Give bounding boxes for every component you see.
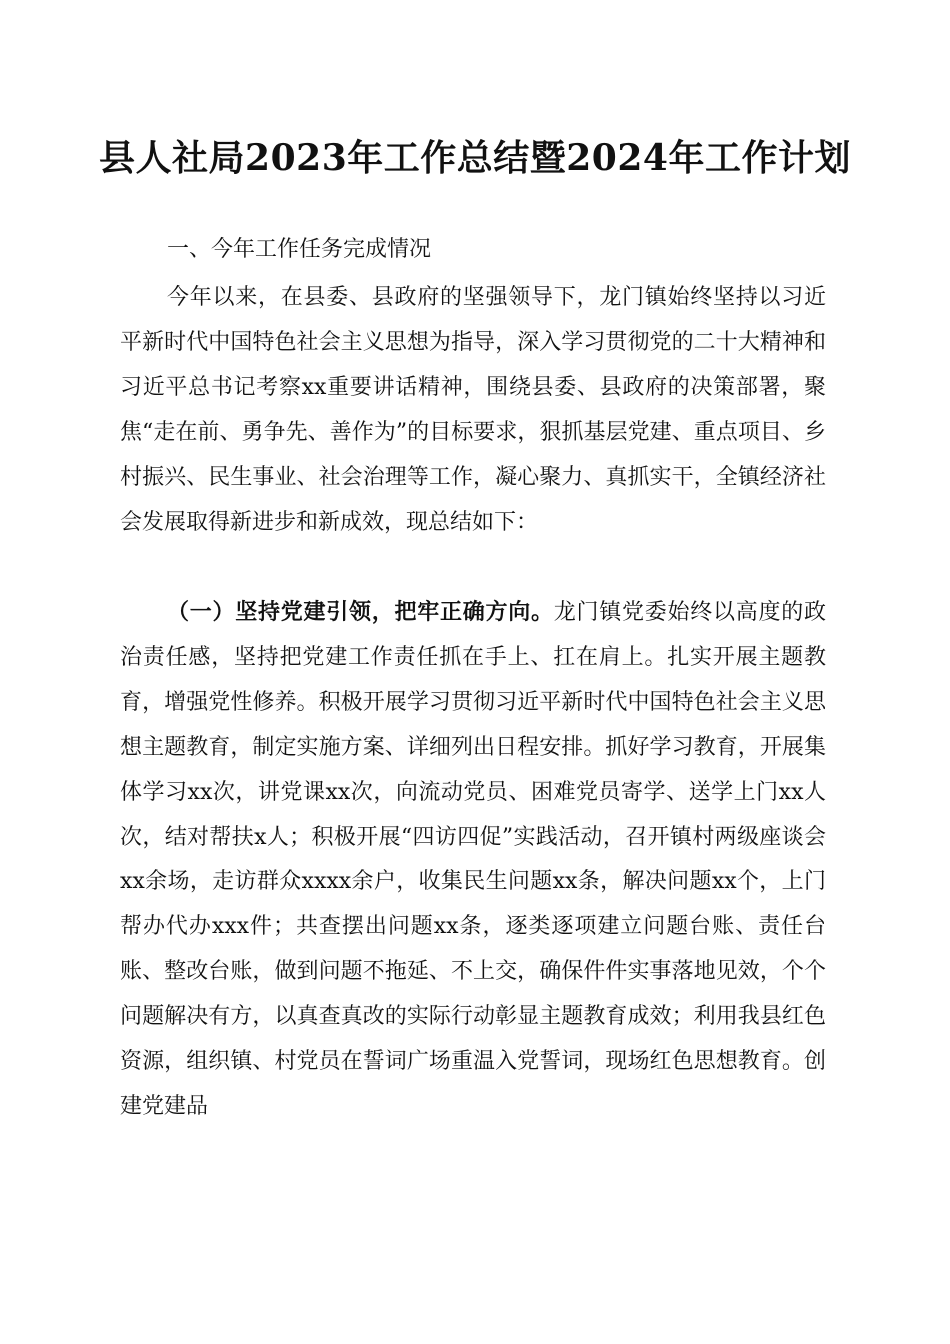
subsection-paragraph (120, 590, 826, 1130)
subsection-lead: （一）坚持党建引领，把牢正确方向。 (167, 599, 554, 625)
intro-paragraph: 今年以来，在县委、县政府的坚强领导下，龙门镇始终坚持以习近平新时代中国特色社会主义思想为指导，深入学习贯彻党的二十大精神和习近平总书记考察xx重要讲话精神，围绕县委、县政府的决策部署，聚焦“走在前、勇争先、善作为”的目标要求，狠抓基层党建、重点项目、乡村振兴、民生事业、社会治理等工作，凝心聚力、真抓实干，全镇经济社会发展取得新进步和新成效，现总结如下： (120, 285, 826, 535)
subsection-body: 龙门镇党委始终以高度的政治责任感，坚持把党建工作责任抓在手上、扛在肩上。扎实开展主题教育，增强党性修养。积极开展学习贯彻习近平新时代中国特色社会主义思想主题教育，制定实施方案、详细列出日程安排。抓好学习教育，开展集体学习xx次，讲党课xx次，向流动党员、困难党员寄学、送学上门xx人次，结对帮扶x人；积极开展“四访四促”实践活动，召开镇村两级座谈会xx余场，走访群众xxxx余户，收集民生问题xx条，解决问题xx个，上门帮办代办xxx件；共查摆出问题xx条，逐类逐项建立问题台账、责任台账、整改台账，做到问题不拖延、不上交，确保件件实事落地见效，个个问题解决有方，以真查真改的实际行动彰显主题教育成效；利用我县红色资源，组织镇、村党员在誓词广场重温入党誓词，现场红色思想教育。创建党建品 (120, 600, 826, 1119)
document-title: 县人社局2023年工作总结暨2024年工作计划 (99, 137, 851, 179)
section-heading: 一、今年工作任务完成情况 (167, 237, 432, 262)
